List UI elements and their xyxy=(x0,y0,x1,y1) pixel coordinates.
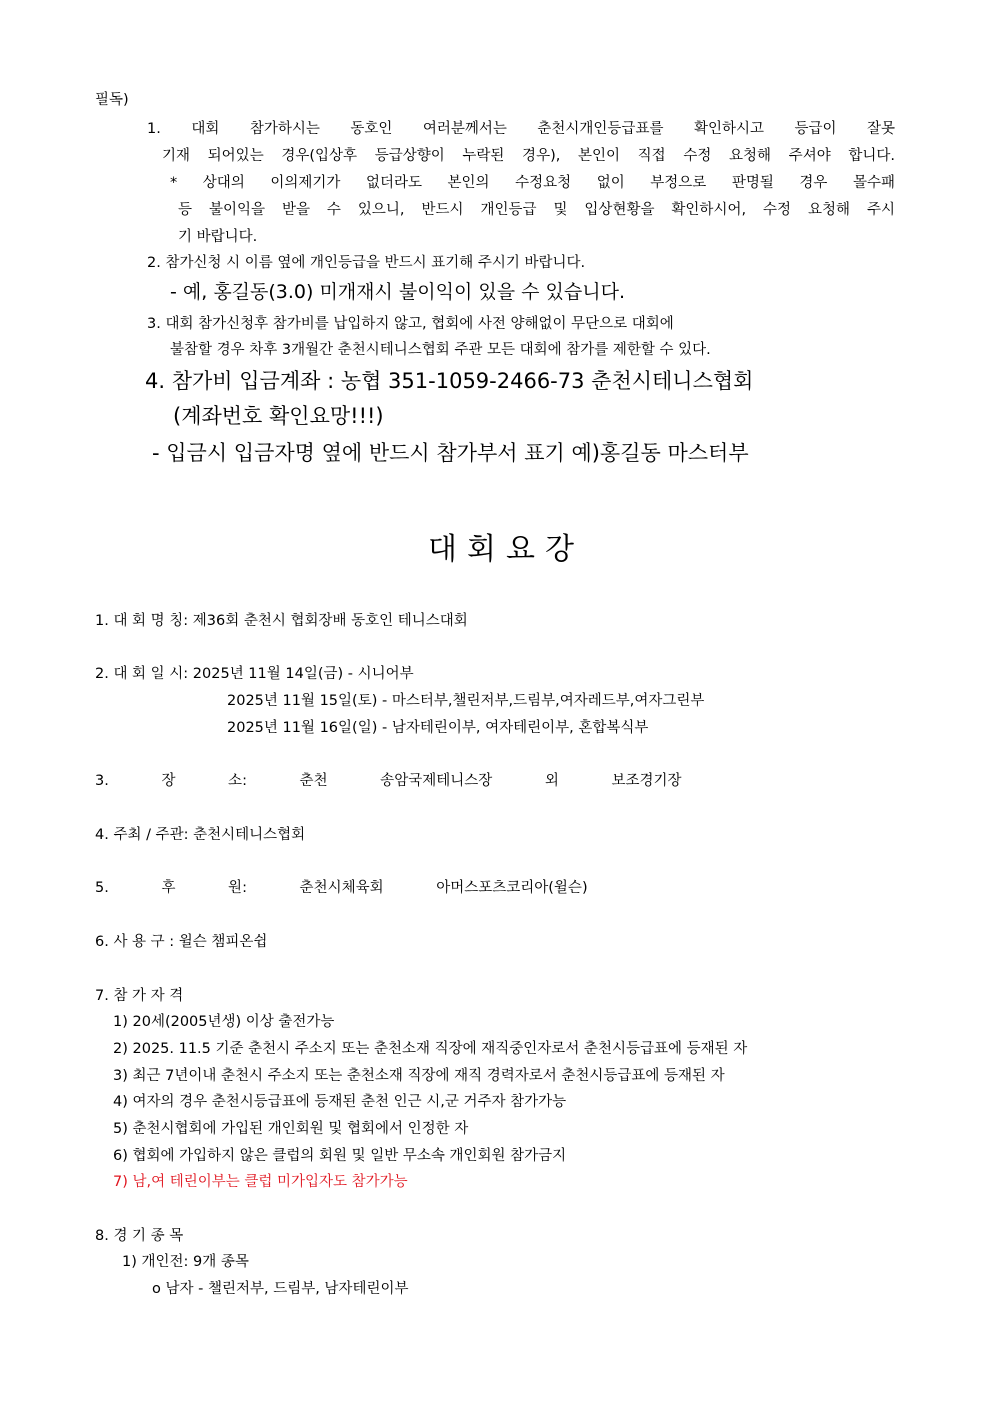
notice-item-1-line-2: 기재 되어있는 경우(입상후 등급상향이 누락된 경우), 본인이 직접 수정 요청해 주셔야 합니다. xyxy=(162,148,895,164)
notice-item-3-line-1: 3. 대회 참가신청후 참가비를 납입하지 않고, 협회에 사전 양해없이 무단으로 대회에 xyxy=(147,316,674,332)
section-7-heading: 7. 참 가 자 격 xyxy=(95,988,184,1004)
section-7-item-1: 1) 20세(2005년생) 이상 출전가능 xyxy=(113,1014,335,1030)
page-title: 대회요강 xyxy=(428,532,584,567)
notice-item-2-line-1: 2. 참가신청 시 이름 옆에 개인등급을 반드시 표기해 주시기 바랍니다. xyxy=(147,255,586,271)
notice-item-1-line-4: 등 불이익을 받을 수 있으니, 반드시 개인등급 및 입상현황을 확인하시어, 수정 요청해 주시 xyxy=(178,202,895,218)
section-7-item-6: 6) 협회에 가입하지 않은 클럽의 회원 및 일반 무소속 개인회원 참가금지 xyxy=(113,1148,567,1164)
notice-bank-account: 4. 참가비 입금계좌 : 농협 351-1059-2466-73 춘천시테니스협회 xyxy=(145,369,754,393)
section-6-ball: 6. 사 용 구 : 윌슨 챔피온쉽 xyxy=(95,934,268,950)
section-1-name: 1. 대 회 명 칭: 제36회 춘천시 협회장배 동호인 테니스대회 xyxy=(95,613,468,629)
section-7-item-2: 2) 2025. 11.5 기준 춘천시 주소지 또는 춘천소재 직장에 재직중인자로서 춘천시등급표에 등재된 자 xyxy=(113,1041,748,1057)
section-8-heading: 8. 경 기 종 목 xyxy=(95,1228,184,1244)
section-5-sponsor: 5. 후 원: 춘천시체육회 아머스포츠코리아(윌슨) xyxy=(95,880,588,896)
notice-deposit-instruction: - 입금시 입금자명 옆에 반드시 참가부서 표기 예)홍길동 마스터부 xyxy=(152,441,749,465)
section-8-men-events: o 남자 - 챌린저부, 드림부, 남자테린이부 xyxy=(152,1281,409,1297)
section-2-line-3: 2025년 11월 16일(일) - 남자테린이부, 여자테린이부, 혼합복식부 xyxy=(227,720,649,736)
notice-heading: 필독) xyxy=(95,92,129,108)
notice-item-1-line-5: 기 바랍니다. xyxy=(178,229,258,245)
section-8-sub-1: 1) 개인전: 9개 종목 xyxy=(122,1254,249,1270)
section-2-line-1: 2. 대 회 일 시: 2025년 11월 14일(금) - 시니어부 xyxy=(95,666,414,682)
section-7-item-5: 5) 춘천시협회에 가입된 개인회원 및 협회에서 인정한 자 xyxy=(113,1121,469,1137)
section-7-item-3: 3) 최근 7년이내 춘천시 주소지 또는 춘천소재 직장에 재직 경력자로서 춘천시등급표에 등재된 자 xyxy=(113,1068,725,1084)
notice-item-1-line-3: * 상대의 이의제기가 없더라도 본인의 수정요청 없이 부정으로 판명될 경우 몰수패 xyxy=(170,175,895,191)
section-4-host: 4. 주최 / 주관: 춘천시테니스협회 xyxy=(95,827,306,843)
section-7-item-4: 4) 여자의 경우 춘천시등급표에 등재된 춘천 인근 시,군 거주자 참가가능 xyxy=(113,1094,567,1110)
section-3-venue: 3. 장 소: 춘천 송암국제테니스장 외 보조경기장 xyxy=(95,773,682,789)
section-7-item-7: 7) 남,여 테린이부는 클럽 미가입자도 참가가능 xyxy=(113,1174,408,1190)
notice-item-1-line-1: 1. 대회 참가하시는 동호인 여러분께서는 춘천시개인등급표를 확인하시고 등급이 잘못 xyxy=(147,121,895,137)
notice-account-confirm: (계좌번호 확인요망!!!) xyxy=(173,404,384,428)
section-2-line-2: 2025년 11월 15일(토) - 마스터부,챌린저부,드림부,여자레드부,여자그린부 xyxy=(227,693,705,709)
notice-item-3-line-2: 불참할 경우 차후 3개월간 춘천시테니스협회 주관 모든 대회에 참가를 제한할 수 있다. xyxy=(170,342,711,358)
notice-item-2-example: - 예, 홍길동(3.0) 미개재시 불이익이 있을 수 있습니다. xyxy=(170,281,625,303)
